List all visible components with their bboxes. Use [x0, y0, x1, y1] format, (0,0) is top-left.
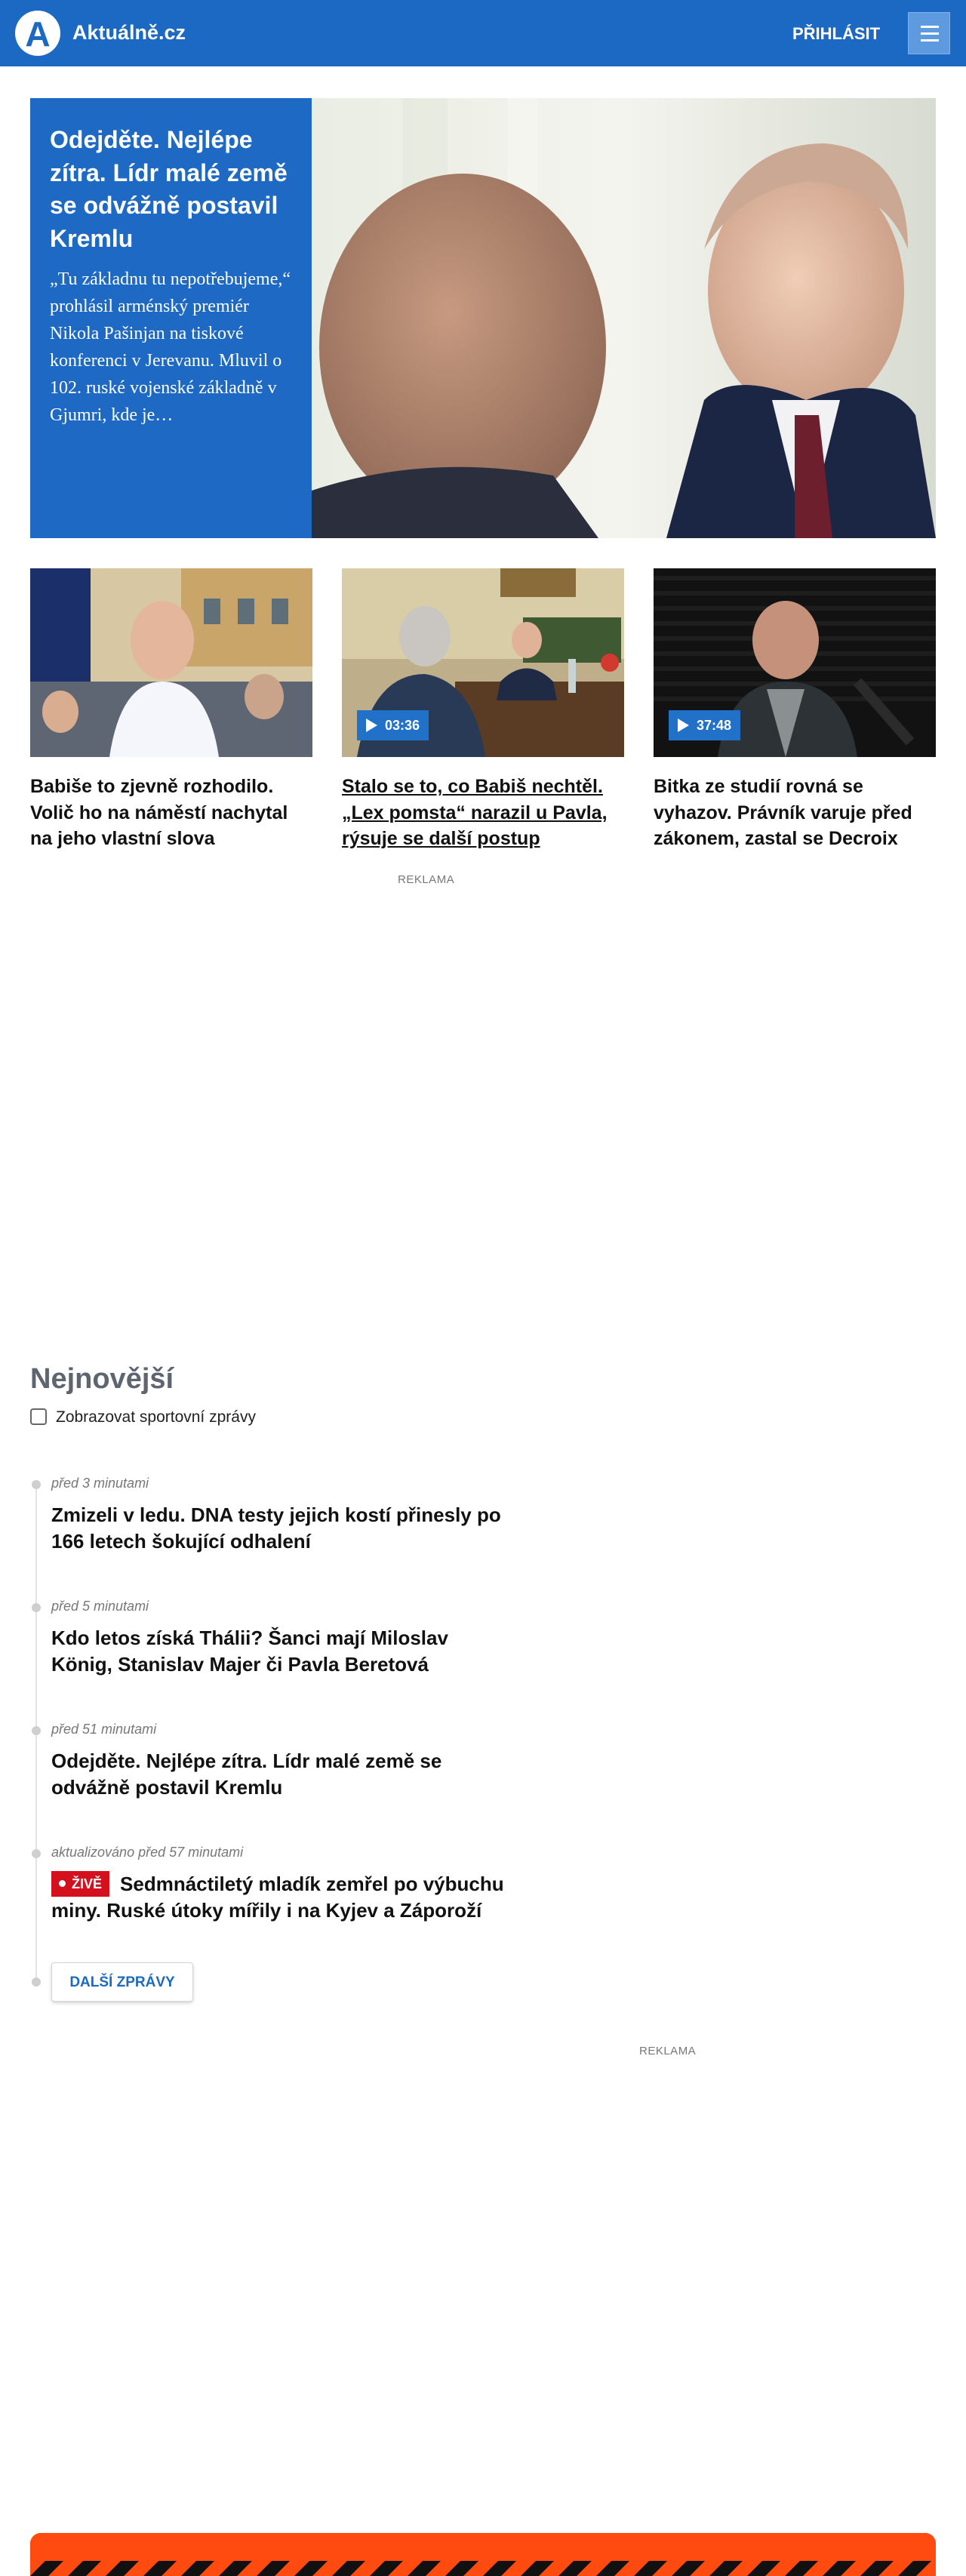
article-title[interactable]: Stalo se to, co Babiš nechtěl. „Lex pomsta“ narazil u Pavla, rýsuje se další postup: [342, 776, 608, 849]
news-title[interactable]: [51, 1871, 504, 1925]
site-logo[interactable]: [15, 11, 60, 56]
article-photo[interactable]: [30, 568, 312, 757]
timeline-dot: [32, 1726, 41, 1735]
news-time: před 51 minutami: [51, 1722, 157, 1737]
article-card[interactable]: [342, 568, 624, 852]
video-duration-badge[interactable]: [669, 710, 740, 740]
article-card[interactable]: [30, 568, 312, 852]
ad-label: REKLAMA: [639, 2045, 697, 2057]
more-news-button[interactable]: DALŠÍ ZPRÁVY: [51, 1962, 193, 2002]
sport-news-checkbox[interactable]: [30, 1408, 47, 1425]
hero-article[interactable]: [30, 98, 936, 538]
news-title-text[interactable]: Sedmnáctiletý mladík zemřel po výbuchu miny. Ruské útoky mířily i na Kyjev a Záporoží: [51, 1873, 504, 1922]
brand-name[interactable]: Aktuálně.cz: [72, 21, 186, 44]
live-badge: [51, 1871, 109, 1897]
article-title[interactable]: Bitka ze studií rovná se vyhazov. Právník varuje před zákonem, zastal se Decroix: [654, 776, 912, 849]
hero-text: [30, 98, 312, 538]
article-card[interactable]: [654, 568, 936, 852]
logo-letter: A: [25, 14, 51, 54]
video-duration: 37:48: [697, 718, 732, 733]
play-icon: [366, 719, 377, 732]
hero-photo-illustration: [312, 98, 936, 538]
login-button[interactable]: PŘIHLÁSIT: [792, 24, 881, 43]
article-photo[interactable]: [342, 568, 624, 757]
timeline-dot: [32, 1977, 41, 1987]
hazard-stripes: [30, 2533, 936, 2576]
news-list-item[interactable]: [51, 1845, 504, 1925]
hero-title[interactable]: Odejděte. Nejlépe zítra. Lídr malé země se odvážně postavil Kremlu: [50, 126, 288, 252]
promo-banner[interactable]: [30, 2533, 936, 2576]
timeline-dot: [32, 1849, 41, 1858]
news-list-item[interactable]: [51, 1599, 504, 1679]
article-photo-illustration: [30, 568, 312, 757]
article-photo[interactable]: [654, 568, 936, 757]
news-time: aktualizováno před 57 minutami: [51, 1845, 244, 1860]
news-title[interactable]: Zmizeli v ledu. DNA testy jejich kostí přinesly po 166 letech šokující odhalení: [51, 1503, 501, 1553]
video-duration: 03:36: [385, 718, 420, 733]
news-time: před 5 minutami: [51, 1599, 149, 1614]
hero-photo[interactable]: [312, 98, 936, 538]
news-title[interactable]: Kdo letos získá Thálii? Šanci mají Miloslav König, Stanislav Majer či Pavla Beretová: [51, 1627, 448, 1676]
hamburger-menu-icon[interactable]: [908, 12, 950, 54]
newest-section-title: Nejnovější: [30, 1363, 174, 1395]
play-icon: [678, 719, 689, 732]
timeline-dot: [32, 1603, 41, 1612]
news-list-item[interactable]: [51, 1476, 504, 1556]
hero-perex: „Tu základnu tu nepotřebujeme,“ prohlásil arménský premiér Nikola Pašinjan na tiskové konferenci v Jerevanu. Mluvil o 102. ruské vojenské základně v Gjumri, kde je…: [50, 269, 291, 426]
article-title[interactable]: Babiše to zjevně rozhodilo. Volič ho na náměstí nachytal na jeho vlastní slova: [30, 776, 288, 849]
site-header: [0, 0, 966, 66]
news-time: před 3 minutami: [51, 1476, 149, 1491]
sport-news-label[interactable]: Zobrazovat sportovní zprávy: [56, 1408, 256, 1426]
video-duration-badge[interactable]: [357, 710, 429, 740]
live-dot-icon: [59, 1880, 66, 1887]
news-title[interactable]: Odejděte. Nejlépe zítra. Lídr malé země se odvážně postavil Kremlu: [51, 1750, 442, 1799]
live-badge-label: ŽIVĚ: [72, 1876, 103, 1891]
news-list-item[interactable]: [51, 1722, 504, 1802]
ad-label: REKLAMA: [398, 873, 455, 886]
timeline-dot: [32, 1480, 41, 1489]
